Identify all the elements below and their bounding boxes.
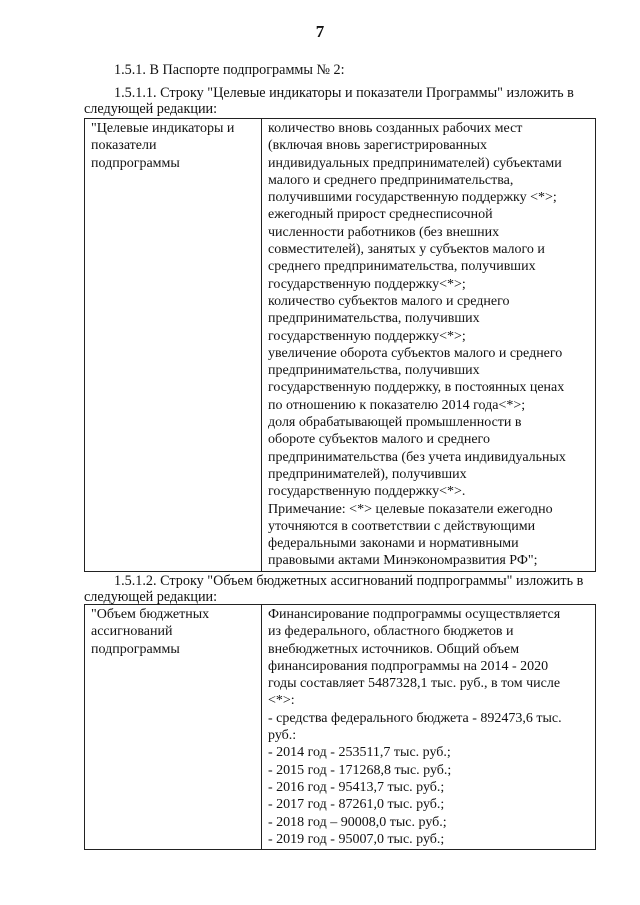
paragraph-line: 1.5.1.2. Строку "Объем бюджетных ассигнований подпрограммы" изложить в [114, 573, 584, 589]
cell-line: правовыми актами Минэкономразвития РФ"; [268, 553, 538, 569]
table-row [85, 605, 596, 850]
cell-line: среднего предпринимательства, получивших [268, 259, 536, 275]
cell-line: - 2018 год – 90008,0 тыс. руб.; [268, 814, 447, 830]
cell-line: руб.: [268, 728, 297, 744]
page-number: 7 [315, 22, 325, 41]
cell-line: количество вновь созданных рабочих мест [268, 121, 523, 136]
section-heading-1-5-1 [84, 63, 614, 79]
cell-line: малого и среднего предпринимательства, [268, 172, 514, 188]
cell-line: государственную поддержку<*>. [268, 484, 466, 500]
cell-line: федеральными законами и нормативными [268, 536, 519, 552]
cell-line: Финансирование подпрограммы осуществляется [268, 607, 561, 622]
paragraph-line: 1.5.1.1. Строку "Целевые индикаторы и показатели Программы" изложить в [114, 85, 574, 101]
cell-line: - 2014 год - 253511,7 тыс. руб.; [268, 745, 451, 761]
cell-line: уточняются в соответствии с действующими [268, 518, 536, 534]
cell-line: Примечание: <*> целевые показатели ежегодно [268, 501, 553, 517]
cell-line: финансирования подпрограммы на 2014 - 2020 [268, 658, 549, 674]
cell-line: "Целевые индикаторы и [91, 121, 235, 136]
cell-line: предпринимательства, получивших [268, 311, 480, 327]
cell-line: (включая вновь зарегистрированных [268, 138, 487, 154]
cell-line: годы составляет 5487328,1 тыс. руб., в том числе [268, 676, 561, 692]
section-paragraph-1-5-1-1 [84, 86, 614, 117]
cell-line: численности работников (без внешних [268, 224, 500, 240]
cell-line: предпринимателей), получивших [268, 466, 467, 482]
cell-line: - 2019 год - 95007,0 тыс. руб.; [268, 831, 445, 847]
section-paragraph-1-5-1-2 [84, 574, 614, 605]
cell-line: государственную поддержку<*>; [268, 328, 466, 344]
cell-line: индивидуальных предпринимателей) субъектами [268, 155, 562, 171]
row-name-cell [85, 119, 262, 572]
cell-line: государственную поддержку<*>; [268, 276, 466, 292]
row-name-cell [85, 605, 262, 850]
cell-line: подпрограммы [91, 155, 180, 171]
row-value-cell [262, 119, 596, 572]
cell-line: предпринимательства (без учета индивидуальных [268, 449, 566, 465]
cell-line: внебюджетных источников. Общий объем [268, 641, 520, 657]
cell-line: показатели [91, 138, 157, 154]
indicators-table [84, 118, 596, 572]
cell-line: увеличение оборота субъектов малого и среднего [268, 345, 563, 361]
cell-line: по отношению к показателю 2014 года<*>; [268, 397, 526, 413]
row-value-cell [262, 605, 596, 850]
cell-line: - средства федерального бюджета - 892473,6 тыс. [268, 710, 562, 726]
cell-line: подпрограммы [91, 641, 180, 657]
cell-line: ежегодный прирост среднесписочной [268, 207, 493, 223]
cell-line: "Объем бюджетных [91, 607, 210, 622]
cell-line: доля обрабатывающей промышленности в [268, 415, 522, 431]
cell-line: предпринимательства, получивших [268, 363, 480, 379]
cell-line: - 2016 год - 95413,7 тыс. руб.; [268, 779, 445, 795]
cell-line: из федерального, областного бюджетов и [268, 624, 514, 640]
cell-line: количество субъектов малого и среднего [268, 293, 510, 309]
budget-table [84, 604, 596, 850]
paragraph-line: следующей редакции: [84, 100, 218, 117]
table-row [85, 119, 596, 572]
cell-line: ассигнований [91, 624, 173, 640]
cell-line: получившими государственную поддержку <*>; [268, 190, 557, 206]
cell-line: обороте субъектов малого и среднего [268, 432, 490, 448]
cell-line: - 2015 год - 171268,8 тыс. руб.; [268, 762, 452, 778]
paragraph-line: следующей редакции: [84, 588, 218, 605]
section-heading-text: 1.5.1. В Паспорте подпрограммы № 2: [114, 62, 345, 78]
cell-line: государственную поддержку, в постоянных ценах [268, 380, 565, 396]
cell-line: - 2017 год - 87261,0 тыс. руб.; [268, 797, 445, 813]
cell-line: <*>: [268, 693, 295, 709]
cell-line: совместителей), занятых у субъектов малого и [268, 242, 545, 258]
